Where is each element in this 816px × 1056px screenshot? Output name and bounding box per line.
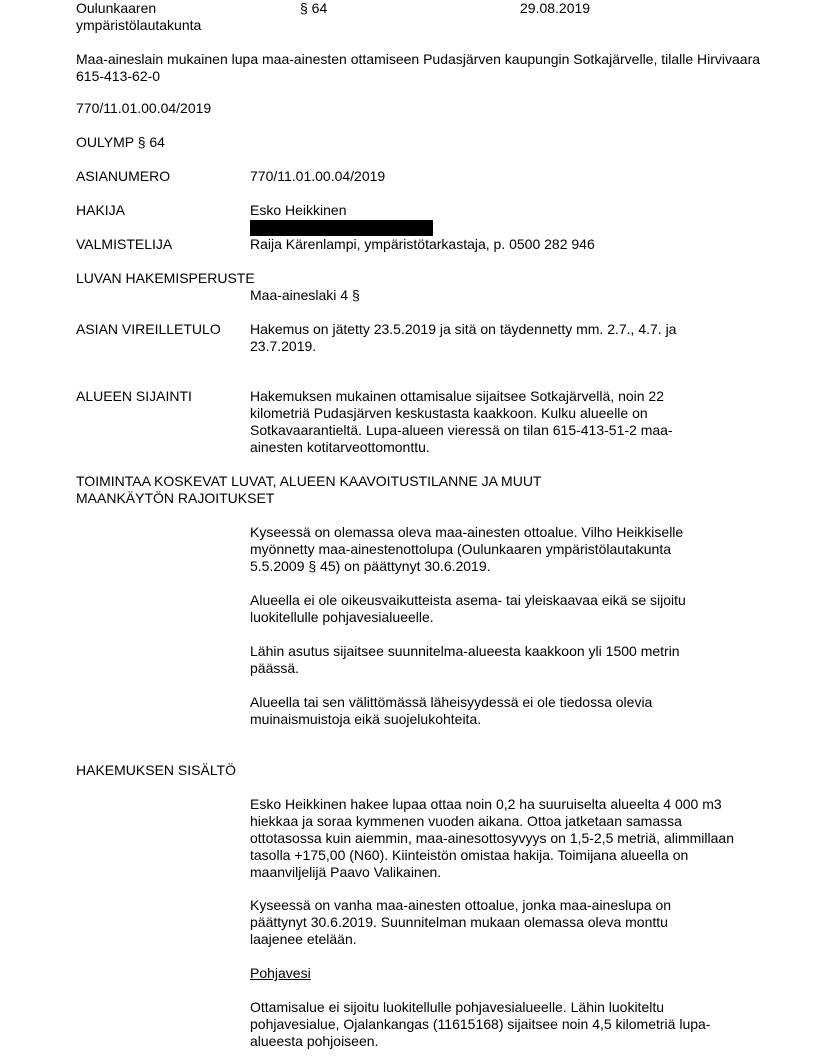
valmistelija-label: VALMISTELIJA [76,236,173,252]
permits-paragraph: Kyseessä on olemassa oleva maa-ainesten ottoalue. Vilho Heikkiselle myönnetty maa-ainestenottolupa (Oulunkaaren ympäristölautakunta 5.5.2009 § 45) on päättynyt 30.6.2019. [250,524,684,574]
content-paragraph: Esko Heikkinen hakee lupaa ottaa noin 0,2 ha suuruiselta alueelta 4 000 m3 hiekkaa ja soraa kymmenen vuoden aikana. Ottoa jatketaan samassa ottotasossa kuin aiemmin, maa-ainesottosyvyys on 1,5-2,5 metriä, alimmillaan tasolla +175,00 (N60). Kiinteistön omistaa hakija. Toimijana alueella on maanviljelijä Paavo Valikainen. [250,796,734,880]
groundwater-paragraph: Ottamisalue ei sijoitu luokitellulle pohjavesialueelle. Lähin luokiteltu pohjavesialue, Ojalankangas (11615168) sijaitsee noin 4,5 kilometriä lupa-alueesta pohjoiseen. [250,999,711,1049]
content-heading: HAKEMUKSEN SISÄLTÖ [76,762,237,778]
asianumero-value: 770/11.01.00.04/2019 [250,168,386,184]
vireilletulo-value: Hakemus on jätetty 23.5.2019 ja sitä on täydennetty mm. 2.7., 4.7. ja 23.7.2019. [250,321,677,354]
sijainti-value: Hakemuksen mukainen ottamisalue sijaitsee Sotkajärvellä, noin 22 kilometriä Pudasjärven keskustasta kaakkoon. Kulku alueelle on Sotkavaarantieltä. Lupa-alueen vieressä on tilan 615-413-51-2 maa-ainesten kotitarveottomonttu. [250,388,673,455]
content-paragraph: Kyseessä on vanha maa-ainesten ottoalue, jonka maa-aineslupa on päättynyt 30.6.2019. Suunnitelman mukaan olemassa oleva monttu laajenee etelään. [250,897,672,947]
reference-number: 770/11.01.00.04/2019 [76,100,212,116]
document-title: Maa-aineslain mukainen lupa maa-ainesten ottamiseen Pudasjärven kaupungin Sotkajärvelle, tilalle Hirvivaara 615-413-62-0 [76,51,761,84]
permits-paragraph: Lähin asutus sijaitsee suunnitelma-alueesta kaakkoon yli 1500 metrin päässä. [250,643,680,676]
redaction-bar [250,220,433,236]
asianumero-label: ASIANUMERO [76,168,171,184]
hakemisperuste-value: Maa-aineslaki 4 § [250,287,360,303]
groundwater-subheading: Pohjavesi [250,965,311,981]
permits-heading: TOIMINTAA KOSKEVAT LUVAT, ALUEEN KAAVOITUSTILANNE JA MUUT MAANKÄYTÖN RAJOITUKSET [76,473,542,506]
section-number: § 64 [300,0,328,16]
hakija-label: HAKIJA [76,202,126,218]
valmistelija-value: Raija Kärenlampi, ympäristötarkastaja, p. 0500 282 946 [250,236,595,252]
meeting-date: 29.08.2019 [520,0,591,16]
hakija-value: Esko Heikkinen [250,202,347,218]
permits-paragraph: Alueella tai sen välittömässä läheisyydessä ei ole tiedossa olevia muinaismuistoja eikä suojelukohteita. [250,694,653,727]
committee-name: Oulunkaaren ympäristölautakunta [76,0,202,33]
sijainti-label: ALUEEN SIJAINTI [76,388,192,404]
permits-paragraph: Alueella ei ole oikeusvaikutteista asema- tai yleiskaavaa eikä se sijoitu luokitellulle pohjavesialueelle. [250,592,686,625]
vireilletulo-label: ASIAN VIREILLETULO [76,321,221,337]
reference-code: OULYMP § 64 [76,134,165,150]
hakemisperuste-label: LUVAN HAKEMISPERUSTE [76,270,255,286]
